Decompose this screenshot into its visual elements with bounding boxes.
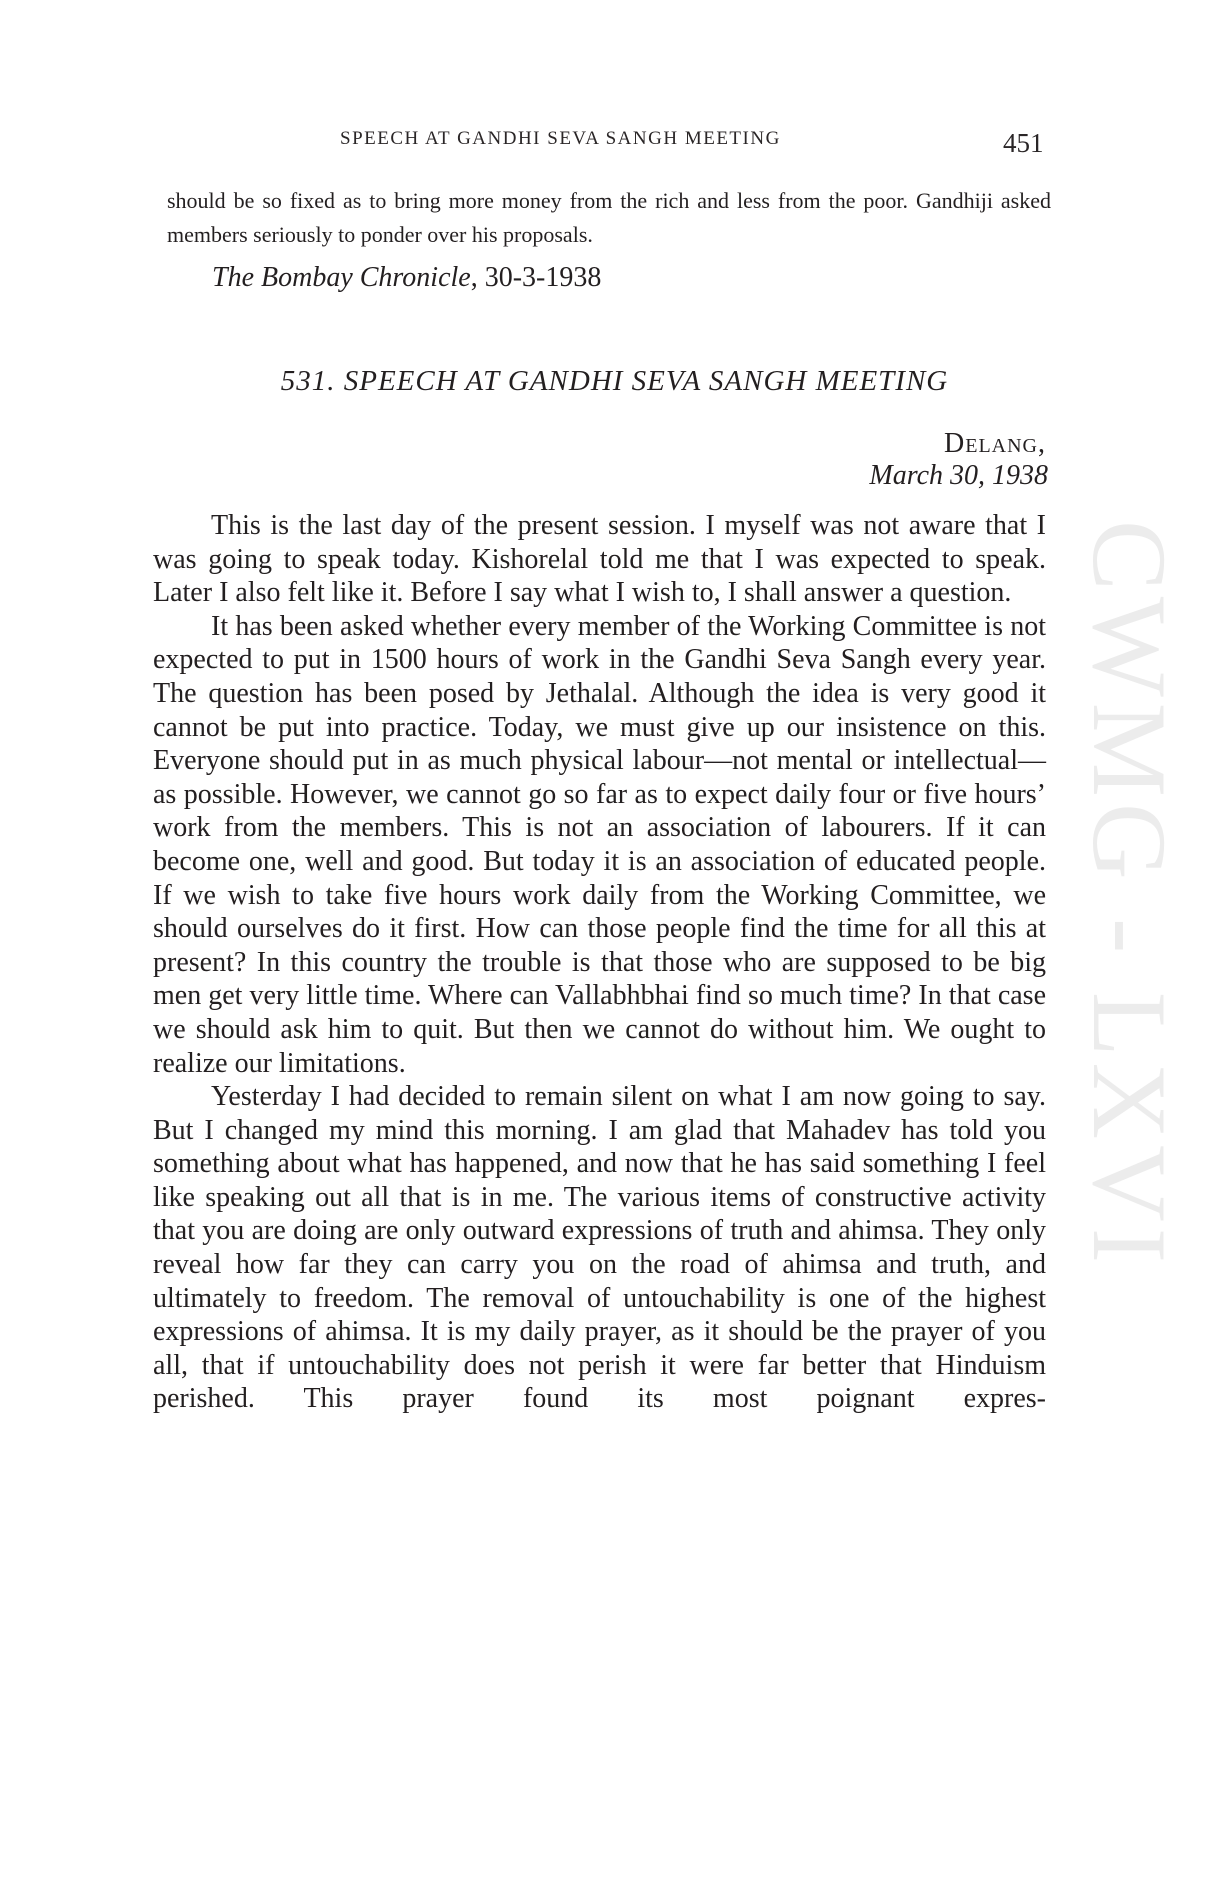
source-citation xyxy=(212,262,601,294)
source-publication: The Bombay Chronicle xyxy=(212,262,471,293)
speech-body xyxy=(153,509,1046,1416)
carryover-paragraph: should be so fixed as to bring more money from the rich and less from the poor. Gandhiji asked members seriously to ponder over his proposals. xyxy=(167,188,1051,247)
source-date: , 30-3-1938 xyxy=(470,262,602,293)
dateline-place: Delang, xyxy=(944,428,1046,459)
running-head: SPEECH AT GANDHI SEVA SANGH MEETING xyxy=(340,128,781,149)
page-number: 451 xyxy=(1003,128,1044,158)
body-paragraph: Yesterday I had decided to remain silent on what I am now going to say. But I changed my mind this morning. I am glad that Mahadev has told you something about what has happened, and now that he has said something I feel like speaking out all that is in me. The various items of constructive activity that you are doing are only outward expressions of truth and ahimsa. They only reveal how far they can carry you on the road of ahimsa and truth, and ultimately to freedom. The removal of untouchability is one of the highest expressions of ahimsa. It is my daily prayer, as it should be the prayer of you all, that if untouchability does not perish it were far better that Hinduism perished. This prayer found its most poignant expres- xyxy=(153,1081,1046,1415)
body-paragraph: It has been asked whether every member of the Working Committee is not expected to put in 1500 hours of work in the Gandhi Seva Sangh every year. The question has been posed by Jethalal. Although the idea is very good it cannot be put into practice. Today, we must give up our insistence on this. Everyone should put in as much physical labour—not mental or intellectual—as possible. However, we cannot go so far as to expect daily four or five hours’ work from the members. This is not an association of labourers. If it can become one, well and good. But today it is an association of educated people. If we wish to take five hours work daily from the Working Committee, we should ourselves do it first. How can those people find the time for all this at present? In this country the trouble is that those who are supposed to be big men get very little time. Where can Vallabhbhai find so much time? In that case we should ask him to quit. But then we cannot do without him. We ought to realize our limitations. xyxy=(153,610,1046,1079)
body-paragraph: This is the last day of the present session. I myself was not aware that I was going to speak today. Kishorelal told me that I was expected to speak. Later I also felt like it. Before I say what I wish to, I shall answer a question. xyxy=(153,510,1046,609)
dateline-date: March 30, 1938 xyxy=(869,460,1048,491)
document-title: 531. SPEECH AT GANDHI SEVA SANGH MEETING xyxy=(280,365,949,397)
watermark: CWMG - LXVI xyxy=(1071,520,1188,1269)
